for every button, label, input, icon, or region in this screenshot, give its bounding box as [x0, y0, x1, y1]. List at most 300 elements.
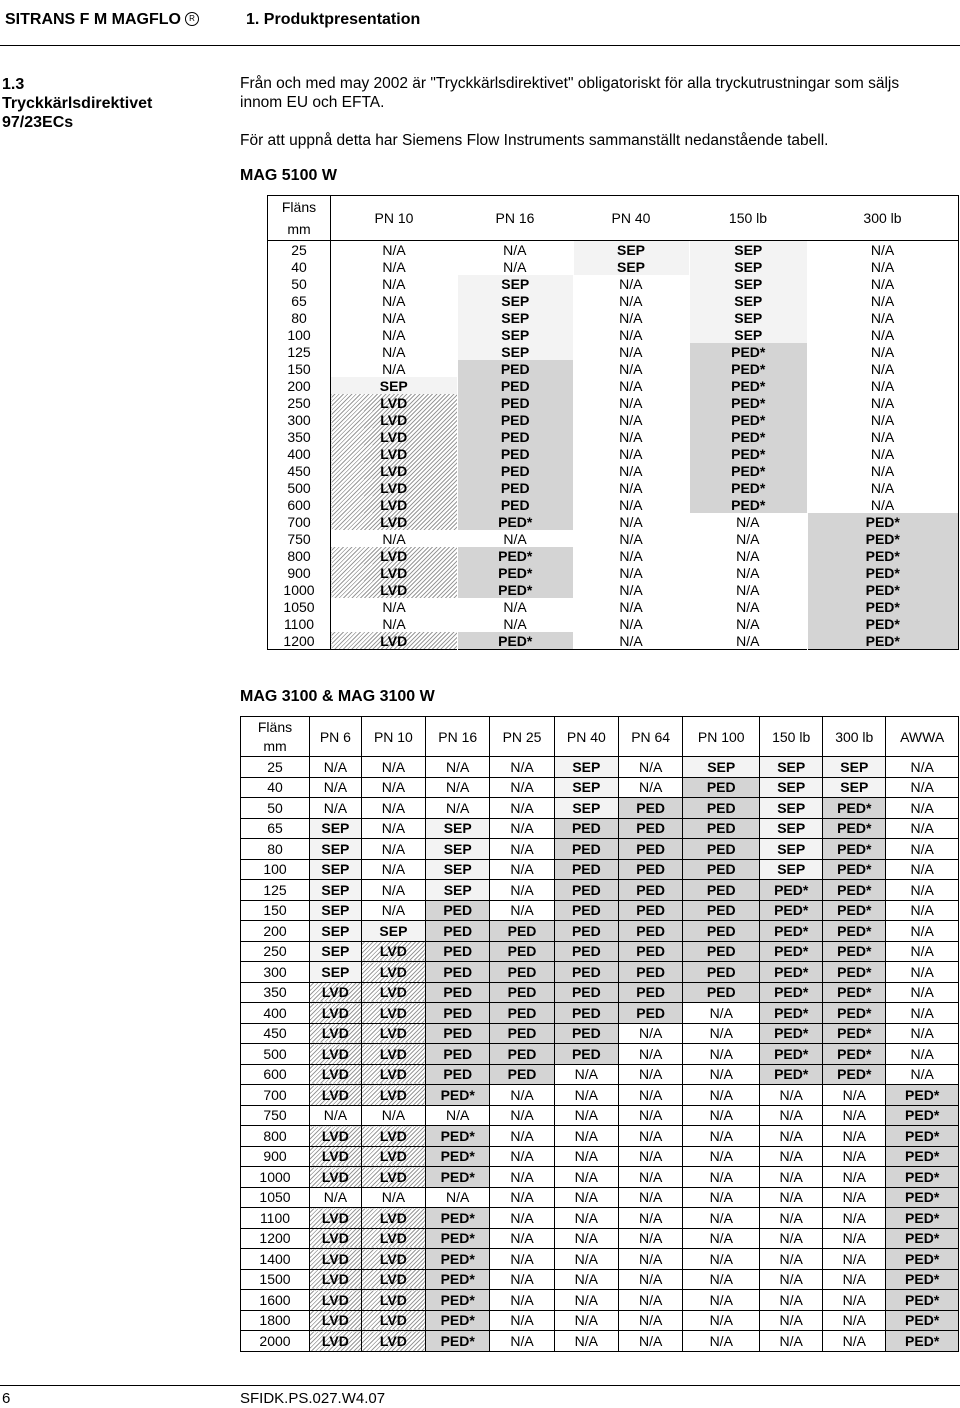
flange-size-cell: 80	[268, 309, 331, 326]
directive-cell: N/A	[382, 258, 406, 275]
directive-cell: PED	[619, 900, 683, 921]
table-row	[268, 258, 959, 275]
flange-size-cell: 200	[268, 377, 331, 394]
table-row	[241, 1310, 959, 1331]
directive-cell: PED*	[457, 564, 573, 581]
directive-cell: N/A	[619, 1126, 683, 1147]
directive-cell: PED	[426, 1003, 490, 1024]
directive-cell: PED*	[823, 921, 886, 942]
directive-cell: N/A	[382, 292, 406, 309]
directive-cell: N/A	[683, 1023, 760, 1044]
directive-cell: N/A	[361, 757, 425, 778]
table-row	[241, 1003, 959, 1024]
directive-cell: PED*	[886, 1249, 959, 1270]
directive-cell: PED	[619, 859, 683, 880]
directive-cell: N/A	[554, 1187, 618, 1208]
directive-cell: PED	[490, 1003, 554, 1024]
table-row	[241, 1187, 959, 1208]
directive-cell: PED	[426, 1064, 490, 1085]
directive-cell: PED*	[886, 1126, 959, 1147]
page-header	[5, 11, 421, 29]
table-row	[268, 360, 959, 377]
directive-cell: N/A	[886, 962, 959, 983]
directive-cell: PED*	[823, 1003, 886, 1024]
header-flange-label: Fläns	[281, 199, 317, 215]
directive-cell: N/A	[619, 1187, 683, 1208]
directive-cell: N/A	[823, 1310, 886, 1331]
directive-cell: N/A	[554, 1085, 618, 1106]
flange-size-cell: 25	[241, 757, 310, 778]
directive-cell: PED*	[426, 1126, 490, 1147]
page-number: 6	[2, 1390, 11, 1407]
directive-cell: PED*	[689, 343, 807, 360]
directive-cell: PED*	[823, 798, 886, 819]
directive-cell: PED	[457, 377, 573, 394]
directive-cell: PED	[426, 921, 490, 942]
table1-header-flange	[268, 196, 331, 219]
directive-cell: N/A	[619, 1146, 683, 1167]
directive-cell: N/A	[490, 1085, 554, 1106]
directive-cell: SEP	[760, 839, 823, 860]
directive-cell: PED*	[823, 900, 886, 921]
directive-cell: N/A	[503, 258, 527, 275]
directive-cell: N/A	[886, 982, 959, 1003]
table2-col-header: 300 lb	[823, 717, 886, 757]
table-row	[241, 777, 959, 798]
directive-cell: PED	[683, 818, 760, 839]
directive-cell: N/A	[619, 1331, 683, 1352]
directive-cell: PED	[619, 941, 683, 962]
table2-col-header: PN 40	[554, 717, 618, 757]
section-heading: Tryckkärlsdirektivet	[2, 95, 153, 112]
directive-cell: SEP	[361, 921, 425, 942]
directive-cell: N/A	[619, 377, 643, 394]
directive-cell: N/A	[683, 1064, 760, 1085]
directive-cell: PED	[619, 982, 683, 1003]
directive-cell: N/A	[683, 1310, 760, 1331]
directive-cell: N/A	[619, 292, 643, 309]
directive-cell: N/A	[310, 1187, 362, 1208]
directive-cell: N/A	[619, 275, 643, 292]
directive-cell: PED*	[823, 962, 886, 983]
directive-cell: N/A	[310, 1105, 362, 1126]
directive-cell: PED*	[886, 1269, 959, 1290]
directive-cell: N/A	[310, 757, 362, 778]
directive-cell: N/A	[619, 360, 643, 377]
directive-cell: LVD	[361, 1228, 425, 1249]
directive-cell: LVD	[361, 1290, 425, 1311]
directive-cell: N/A	[683, 1146, 760, 1167]
directive-cell: N/A	[683, 1105, 760, 1126]
table1-col-header: 150 lb	[689, 196, 807, 241]
flange-size-cell: 1050	[241, 1187, 310, 1208]
directive-cell: N/A	[382, 530, 406, 547]
directive-cell: N/A	[886, 1044, 959, 1065]
directive-cell: LVD	[310, 1269, 362, 1290]
directive-cell: N/A	[683, 1126, 760, 1147]
directive-cell: PED*	[807, 564, 959, 581]
directive-cell: PED*	[760, 1023, 823, 1044]
directive-cell: PED*	[760, 941, 823, 962]
flange-size-cell: 150	[241, 900, 310, 921]
directive-cell: N/A	[490, 1331, 554, 1352]
directive-cell: PED*	[689, 496, 807, 513]
directive-cell: SEP	[426, 880, 490, 901]
directive-cell: N/A	[823, 1105, 886, 1126]
directive-cell: N/A	[619, 615, 643, 632]
directive-cell: LVD	[361, 1146, 425, 1167]
table-row	[241, 839, 959, 860]
directive-cell: N/A	[823, 1085, 886, 1106]
flange-size-cell: 250	[268, 394, 331, 411]
table-row	[241, 1064, 959, 1085]
table2-col-header: AWWA	[886, 717, 959, 757]
table-row	[268, 581, 959, 598]
flange-size-cell: 450	[268, 462, 331, 479]
flange-size-cell: 400	[268, 445, 331, 462]
table2-col-header: 150 lb	[760, 717, 823, 757]
directive-cell: N/A	[619, 462, 643, 479]
directive-cell: PED	[683, 859, 760, 880]
directive-cell: N/A	[683, 1085, 760, 1106]
directive-cell: PED	[619, 839, 683, 860]
flange-size-cell: 1000	[241, 1167, 310, 1188]
directive-cell: N/A	[490, 757, 554, 778]
directive-cell: N/A	[503, 615, 527, 632]
table1-col-header: PN 40	[573, 196, 689, 241]
flange-size-cell: 50	[241, 798, 310, 819]
directive-cell: N/A	[760, 1126, 823, 1147]
directive-cell: N/A	[683, 1044, 760, 1065]
directive-cell: N/A	[886, 839, 959, 860]
directive-cell: N/A	[886, 798, 959, 819]
directive-cell: PED*	[426, 1310, 490, 1331]
directive-cell: N/A	[870, 479, 895, 496]
directive-cell: PED*	[823, 1044, 886, 1065]
directive-cell: SEP	[760, 777, 823, 798]
directive-cell: N/A	[619, 530, 643, 547]
flange-size-cell: 65	[241, 818, 310, 839]
directive-cell: PED*	[886, 1331, 959, 1352]
flange-size-cell: 700	[268, 513, 331, 530]
directive-cell: PED	[457, 445, 573, 462]
directive-cell: PED*	[823, 941, 886, 962]
directive-cell: PED	[619, 921, 683, 942]
directive-cell: PED	[619, 818, 683, 839]
directive-cell: PED*	[760, 962, 823, 983]
directive-cell: PED*	[689, 445, 807, 462]
directive-cell: N/A	[736, 513, 760, 530]
directive-cell: N/A	[619, 445, 643, 462]
directive-cell: N/A	[619, 513, 643, 530]
table-row	[241, 1208, 959, 1229]
directive-cell: SEP	[689, 309, 807, 326]
flange-size-cell: 1050	[268, 598, 331, 615]
directive-cell: PED*	[689, 428, 807, 445]
directive-cell: LVD	[331, 428, 458, 445]
flange-size-cell: 350	[268, 428, 331, 445]
directive-cell: LVD	[361, 1167, 425, 1188]
table-row	[268, 445, 959, 462]
directive-cell: PED*	[689, 394, 807, 411]
directive-cell: N/A	[736, 598, 760, 615]
table-row	[268, 462, 959, 479]
directive-cell: LVD	[361, 941, 425, 962]
directive-cell: PED*	[689, 411, 807, 428]
flange-size-cell: 50	[268, 275, 331, 292]
table2-header-flange: Fläns	[241, 717, 310, 737]
directive-cell: N/A	[683, 1167, 760, 1188]
directive-cell: PED*	[457, 632, 573, 650]
directive-cell: PED*	[426, 1146, 490, 1167]
directive-cell: N/A	[870, 275, 895, 292]
directive-cell: PED*	[760, 1003, 823, 1024]
directive-cell: PED	[426, 1044, 490, 1065]
directive-cell: N/A	[870, 411, 895, 428]
flange-size-cell: 900	[241, 1146, 310, 1167]
directive-cell: N/A	[736, 564, 760, 581]
directive-cell: PED*	[457, 581, 573, 598]
directive-cell: N/A	[870, 258, 895, 275]
directive-cell: PED*	[426, 1269, 490, 1290]
directive-cell: PED	[554, 859, 618, 880]
directive-cell: N/A	[361, 1187, 425, 1208]
directive-cell: LVD	[361, 1269, 425, 1290]
flange-size-cell: 1100	[268, 615, 331, 632]
directive-cell: N/A	[619, 1208, 683, 1229]
flange-size-cell: 125	[268, 343, 331, 360]
flange-size-cell: 100	[241, 859, 310, 880]
directive-cell: PED*	[689, 360, 807, 377]
flange-size-cell: 150	[268, 360, 331, 377]
directive-cell: PED	[554, 982, 618, 1003]
directive-cell: SEP	[457, 309, 573, 326]
directive-cell: PED*	[823, 818, 886, 839]
directive-cell: N/A	[823, 1269, 886, 1290]
directive-cell: N/A	[490, 818, 554, 839]
directive-cell: N/A	[382, 326, 406, 343]
table-row	[268, 547, 959, 564]
table-row	[241, 798, 959, 819]
flange-size-cell: 2000	[241, 1331, 310, 1352]
flange-size-cell: 350	[241, 982, 310, 1003]
directive-cell: PED	[457, 496, 573, 513]
directive-cell: N/A	[683, 1331, 760, 1352]
directive-cell: LVD	[331, 632, 458, 650]
directive-cell: N/A	[490, 1290, 554, 1311]
directive-cell: N/A	[490, 1208, 554, 1229]
directive-cell: PED*	[886, 1167, 959, 1188]
directive-cell: PED	[554, 839, 618, 860]
directive-cell: PED*	[426, 1167, 490, 1188]
directive-cell: PED*	[760, 1044, 823, 1065]
directive-cell: N/A	[382, 360, 406, 377]
directive-cell: SEP	[457, 292, 573, 309]
directive-cell: N/A	[683, 1249, 760, 1270]
directive-cell: LVD	[310, 982, 362, 1003]
directive-cell: PED	[683, 921, 760, 942]
directive-cell: SEP	[310, 818, 362, 839]
directive-cell: LVD	[361, 1044, 425, 1065]
directive-cell: N/A	[361, 859, 425, 880]
directive-cell: PED*	[689, 462, 807, 479]
directive-cell: LVD	[310, 1064, 362, 1085]
directive-cell: PED	[619, 798, 683, 819]
directive-cell: PED*	[760, 1064, 823, 1085]
directive-cell: N/A	[490, 859, 554, 880]
directive-cell: N/A	[823, 1167, 886, 1188]
directive-cell: PED*	[823, 859, 886, 880]
directive-cell: N/A	[870, 496, 895, 513]
directive-cell: PED*	[807, 598, 959, 615]
directive-cell: PED*	[807, 615, 959, 632]
table-row	[241, 962, 959, 983]
directive-cell: SEP	[554, 798, 618, 819]
table-row	[268, 275, 959, 292]
flange-size-cell: 1800	[241, 1310, 310, 1331]
flange-size-cell: 250	[241, 941, 310, 962]
directive-cell: PED	[457, 394, 573, 411]
directive-cell: LVD	[310, 1003, 362, 1024]
directive-cell: PED	[554, 962, 618, 983]
directive-cell: N/A	[382, 275, 406, 292]
directive-cell: LVD	[331, 411, 458, 428]
directive-cell: PED	[490, 1044, 554, 1065]
directive-cell: N/A	[760, 1187, 823, 1208]
table1-col-header: 300 lb	[807, 196, 959, 241]
directive-cell: N/A	[361, 839, 425, 860]
table-row	[241, 1269, 959, 1290]
table-row	[241, 1331, 959, 1352]
directive-cell: SEP	[426, 839, 490, 860]
directive-cell: PED*	[760, 921, 823, 942]
directive-cell: N/A	[683, 1003, 760, 1024]
directive-cell: N/A	[503, 241, 527, 258]
directive-cell: PED	[426, 982, 490, 1003]
directive-cell: N/A	[310, 798, 362, 819]
directive-cell: SEP	[760, 818, 823, 839]
flange-size-cell: 800	[268, 547, 331, 564]
directive-cell: N/A	[886, 941, 959, 962]
flange-size-cell: 1600	[241, 1290, 310, 1311]
directive-cell: PED*	[886, 1187, 959, 1208]
directive-cell: N/A	[870, 445, 895, 462]
flange-size-cell: 800	[241, 1126, 310, 1147]
directive-cell: N/A	[823, 1208, 886, 1229]
directive-cell: LVD	[310, 1126, 362, 1147]
directive-cell: N/A	[554, 1290, 618, 1311]
directive-cell: N/A	[619, 326, 643, 343]
directive-cell: LVD	[310, 1146, 362, 1167]
flange-size-cell: 80	[241, 839, 310, 860]
mag5100w-table	[267, 195, 959, 650]
mag3100-table	[240, 716, 959, 1352]
table2-col-header: PN 6	[310, 717, 362, 757]
directive-cell: N/A	[382, 615, 406, 632]
directive-cell: LVD	[361, 1208, 425, 1229]
directive-cell: N/A	[870, 326, 895, 343]
intro-line-2: innom EU och EFTA.	[240, 94, 385, 111]
directive-cell: N/A	[683, 1208, 760, 1229]
table-row	[268, 530, 959, 547]
table-row	[241, 921, 959, 942]
directive-cell: PED	[457, 428, 573, 445]
directive-cell: SEP	[689, 292, 807, 309]
flange-size-cell: 1400	[241, 1249, 310, 1270]
directive-cell: PED	[683, 941, 760, 962]
directive-cell: N/A	[554, 1249, 618, 1270]
directive-cell: SEP	[573, 258, 689, 275]
directive-cell: SEP	[554, 757, 618, 778]
directive-cell: N/A	[619, 777, 683, 798]
directive-cell: LVD	[331, 581, 458, 598]
directive-cell: PED*	[823, 982, 886, 1003]
directive-cell: N/A	[760, 1331, 823, 1352]
flange-size-cell: 1000	[268, 581, 331, 598]
directive-cell: PED	[490, 1064, 554, 1085]
directive-cell: N/A	[382, 241, 406, 258]
table-row	[268, 513, 959, 530]
directive-cell: SEP	[573, 241, 689, 259]
directive-cell: PED*	[457, 513, 573, 530]
flange-size-cell: 25	[268, 241, 331, 259]
directive-cell: PED	[683, 880, 760, 901]
table1-col-header: PN 16	[457, 196, 573, 241]
directive-cell: LVD	[361, 1003, 425, 1024]
table-row	[241, 880, 959, 901]
directive-cell: N/A	[619, 564, 643, 581]
flange-size-cell: 500	[268, 479, 331, 496]
table1-title: MAG 5100 W	[240, 167, 337, 184]
directive-cell: N/A	[619, 479, 643, 496]
directive-cell: PED*	[426, 1085, 490, 1106]
directive-cell: PED	[426, 1023, 490, 1044]
directive-cell: PED*	[807, 530, 959, 547]
directive-cell: SEP	[310, 900, 362, 921]
directive-cell: LVD	[361, 1310, 425, 1331]
directive-cell: PED*	[807, 547, 959, 564]
table-row	[268, 428, 959, 445]
directive-cell: PED	[683, 839, 760, 860]
directive-cell: N/A	[886, 1023, 959, 1044]
directive-cell: PED*	[760, 900, 823, 921]
directive-cell: N/A	[870, 377, 895, 394]
table-row	[241, 1044, 959, 1065]
directive-cell: PED	[683, 900, 760, 921]
directive-cell: LVD	[331, 394, 458, 411]
directive-cell: N/A	[870, 343, 895, 360]
flange-size-cell: 750	[241, 1105, 310, 1126]
directive-cell: LVD	[331, 564, 458, 581]
directive-cell: N/A	[619, 598, 643, 615]
directive-cell: N/A	[736, 615, 760, 632]
directive-cell: N/A	[886, 818, 959, 839]
directive-cell: PED	[490, 941, 554, 962]
directive-cell: N/A	[823, 1228, 886, 1249]
directive-cell: N/A	[490, 900, 554, 921]
directive-cell: N/A	[361, 880, 425, 901]
directive-cell: N/A	[870, 462, 895, 479]
footer-divider	[0, 1385, 960, 1386]
directive-cell: N/A	[736, 530, 760, 547]
directive-cell: N/A	[619, 309, 643, 326]
directive-cell: N/A	[361, 900, 425, 921]
table2-col-header: PN 100	[683, 717, 760, 757]
directive-cell: N/A	[823, 1249, 886, 1270]
directive-cell: SEP	[426, 859, 490, 880]
directive-cell: LVD	[331, 513, 458, 530]
directive-cell: N/A	[760, 1310, 823, 1331]
